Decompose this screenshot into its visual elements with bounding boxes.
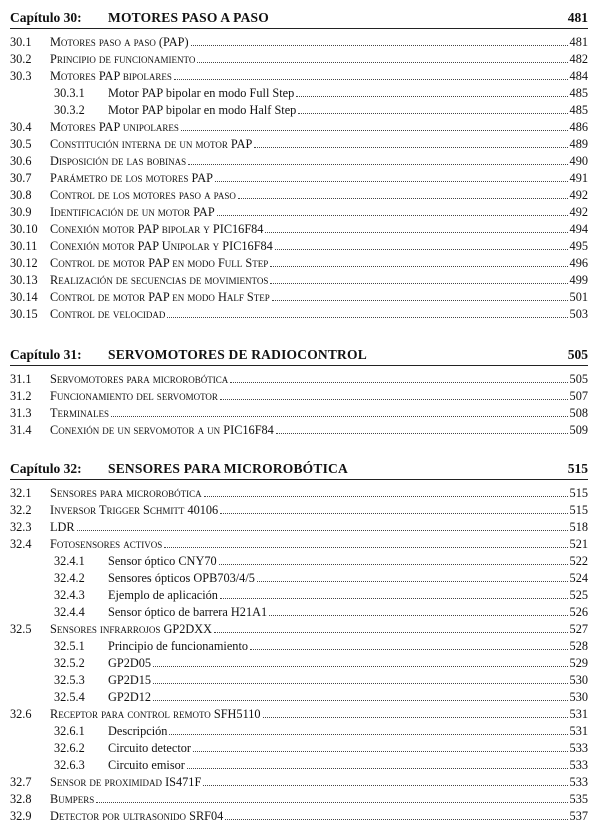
entry-label: Motores paso a paso (PAP) [50, 35, 189, 49]
entry-label: GP2D05 [108, 656, 152, 670]
entry-label: Identificación de un motor PAP [50, 205, 215, 219]
entry-label: Servomotores para microrobótica [50, 372, 229, 386]
chapter-30-heading [10, 6, 588, 26]
toc-entry[interactable] [10, 66, 588, 83]
entry-page: 496 [569, 256, 588, 270]
toc-entry[interactable] [10, 151, 588, 168]
entry-page: 481 [569, 35, 588, 49]
dot-leader [153, 682, 568, 684]
toc-entry[interactable] [10, 83, 588, 100]
entry-label: Control de motor PAP en modo Full Step [50, 256, 269, 270]
entry-page: 515 [569, 503, 588, 517]
entry-label: Sensor de proximidad IS471F [50, 775, 202, 789]
chapter-page: 515 [567, 461, 588, 476]
entry-page: 492 [569, 188, 588, 202]
entry-label: Conexión motor PAP Unipolar y PIC16F84 [50, 239, 273, 253]
entry-page: 505 [569, 372, 588, 386]
dot-leader [270, 282, 567, 284]
toc-entry[interactable] [10, 287, 588, 304]
entry-number: 32.4 [10, 537, 32, 551]
entry-page: 501 [569, 290, 588, 304]
entry-label: GP2D15 [108, 673, 152, 687]
entry-label: Disposición de las bobinas [50, 154, 187, 168]
dot-leader [220, 597, 568, 599]
entry-number: 32.4.1 [54, 554, 85, 568]
entry-label: Motores PAP unipolares [50, 120, 179, 134]
entry-number: 32.5.1 [54, 639, 85, 653]
entry-page: 525 [569, 588, 588, 602]
chapter-rule [10, 28, 588, 29]
dot-leader [174, 78, 568, 80]
chapter-number: Capítulo 31: [10, 347, 82, 362]
toc-entry[interactable] [10, 789, 588, 806]
entry-label: Terminales [50, 406, 110, 420]
entry-page: 537 [569, 809, 588, 823]
toc-entry[interactable] [10, 185, 588, 202]
entry-page: 508 [569, 406, 588, 420]
toc-entry[interactable] [10, 687, 588, 704]
dot-leader [250, 648, 568, 650]
dot-leader [191, 44, 568, 46]
dot-leader [220, 398, 568, 400]
dot-leader [169, 733, 567, 735]
dot-leader [187, 767, 568, 769]
dot-leader [270, 265, 567, 267]
entry-number: 30.3 [10, 69, 32, 83]
dot-leader [96, 801, 567, 803]
entry-page: 491 [569, 171, 588, 185]
entry-page: 490 [569, 154, 588, 168]
dot-leader [272, 299, 568, 301]
entry-number: 32.5.4 [54, 690, 85, 704]
entry-page: 485 [569, 86, 588, 100]
dot-leader [77, 529, 568, 531]
dot-leader [204, 495, 568, 497]
dot-leader [181, 129, 568, 131]
chapter-rule [10, 479, 588, 480]
entry-number: 32.6.3 [54, 758, 85, 772]
dot-leader [215, 180, 568, 182]
toc-entry[interactable] [10, 202, 588, 219]
entry-number: 32.4.2 [54, 571, 85, 585]
entry-page: 499 [569, 273, 588, 287]
toc-entry[interactable] [10, 500, 588, 517]
toc-entry[interactable] [10, 369, 588, 386]
entry-label: Constitución interna de un motor PAP [50, 137, 253, 151]
entry-number: 30.13 [10, 273, 38, 287]
chapter-title: SERVOMOTORES DE RADIOCONTROL [108, 347, 367, 362]
entry-page: 515 [569, 486, 588, 500]
toc-entry[interactable] [10, 670, 588, 687]
entry-page: 509 [569, 423, 588, 437]
entry-page: 503 [569, 307, 588, 321]
entry-page: 530 [569, 673, 588, 687]
entry-number: 31.1 [10, 372, 32, 386]
toc-entry[interactable] [10, 738, 588, 755]
dot-leader [111, 415, 568, 417]
entry-label: Control de velocidad [50, 307, 166, 321]
entry-number: 32.8 [10, 792, 32, 806]
toc-entry[interactable] [10, 32, 588, 49]
entry-number: 32.4.3 [54, 588, 85, 602]
dot-leader [257, 580, 568, 582]
entry-label: Conexión de un servomotor a un PIC16F84 [50, 423, 274, 437]
toc-entry[interactable] [10, 568, 588, 585]
toc-entry[interactable] [10, 721, 588, 738]
entry-number: 32.4.4 [54, 605, 85, 619]
dot-leader [225, 818, 567, 820]
entry-number: 31.3 [10, 406, 32, 420]
toc-entry[interactable] [10, 619, 588, 636]
entry-number: 30.8 [10, 188, 32, 202]
entry-page: 535 [569, 792, 588, 806]
entry-number: 30.3.2 [54, 103, 85, 117]
chapter-title: SENSORES PARA MICROROBÓTICA [108, 461, 348, 476]
toc-entry[interactable] [10, 403, 588, 420]
entry-page: 524 [569, 571, 588, 585]
entry-label: Motor PAP bipolar en modo Full Step [108, 86, 295, 100]
chapter-rule [10, 365, 588, 366]
entry-number: 32.2 [10, 503, 32, 517]
toc-entry[interactable] [10, 806, 588, 823]
entry-label: Parámetro de los motores PAP [50, 171, 213, 185]
entry-number: 30.4 [10, 120, 32, 134]
entry-page: 533 [569, 741, 588, 755]
entry-label: Descripción [108, 724, 168, 738]
toc-entry[interactable] [10, 420, 588, 437]
entry-label: Sensor óptico de barrera H21A1 [108, 605, 268, 619]
entry-number: 30.7 [10, 171, 32, 185]
toc-entry[interactable] [10, 602, 588, 619]
entry-page: 521 [569, 537, 588, 551]
entry-number: 30.2 [10, 52, 32, 66]
dot-leader [188, 163, 567, 165]
entry-number: 30.12 [10, 256, 38, 270]
toc-entry[interactable] [10, 772, 588, 789]
toc-entry[interactable] [10, 134, 588, 151]
entry-label: Control de motor PAP en modo Half Step [50, 290, 270, 304]
dot-leader [275, 248, 568, 250]
entry-page: 518 [569, 520, 588, 534]
toc-entry[interactable] [10, 534, 588, 551]
entry-page: 507 [569, 389, 588, 403]
toc-entry[interactable] [10, 117, 588, 134]
dot-leader [153, 665, 568, 667]
entry-label: Circuito emisor [108, 758, 185, 772]
entry-page: 533 [569, 758, 588, 772]
entry-page: 482 [569, 52, 588, 66]
entry-number: 30.3.1 [54, 86, 85, 100]
entry-label: Motores PAP bipolares [50, 69, 172, 83]
entry-label: Principio de funcionamiento [108, 639, 249, 653]
entry-page: 526 [569, 605, 588, 619]
entry-label: Ejemplo de aplicación [108, 588, 218, 602]
dot-leader [219, 563, 568, 565]
entry-number: 32.7 [10, 775, 32, 789]
entry-number: 32.3 [10, 520, 32, 534]
chapter-page: 505 [567, 347, 588, 362]
dot-leader [217, 214, 568, 216]
dot-leader [203, 784, 567, 786]
toc-entry[interactable] [10, 100, 588, 117]
entry-label: Sensores infrarrojos GP2DXX [50, 622, 213, 636]
chapter-page: 481 [567, 10, 588, 25]
entry-page: 522 [569, 554, 588, 568]
toc-entry[interactable] [10, 270, 588, 287]
toc-entry[interactable] [10, 49, 588, 66]
entry-number: 32.5.2 [54, 656, 85, 670]
toc-entry[interactable] [10, 168, 588, 185]
entry-number: 30.6 [10, 154, 32, 168]
dot-leader [197, 61, 567, 63]
toc-entry[interactable] [10, 551, 588, 568]
dot-leader [296, 95, 567, 97]
chapter-32-heading [10, 457, 588, 477]
toc-entry[interactable] [10, 585, 588, 602]
entry-page: 533 [569, 775, 588, 789]
entry-number: 32.5.3 [54, 673, 85, 687]
toc-entry[interactable] [10, 704, 588, 721]
dot-leader [269, 614, 567, 616]
dot-leader [164, 546, 567, 548]
dot-leader [220, 512, 567, 514]
toc-entry[interactable] [10, 755, 588, 772]
toc-entry[interactable] [10, 386, 588, 403]
entry-page: 494 [569, 222, 588, 236]
entry-number: 32.6.2 [54, 741, 85, 755]
entry-number: 31.4 [10, 423, 32, 437]
entry-label: Realización de secuencias de movimientos [50, 273, 269, 287]
toc-entry[interactable] [10, 517, 588, 534]
chapter-31-heading [10, 343, 588, 363]
entry-page: 485 [569, 103, 588, 117]
dot-leader [263, 716, 568, 718]
dot-leader [276, 432, 568, 434]
entry-label: Circuito detector [108, 741, 191, 755]
entry-label: GP2D12 [108, 690, 152, 704]
toc-entry[interactable] [10, 653, 588, 670]
entry-label: Principio de funcionamiento [50, 52, 196, 66]
entry-number: 30.10 [10, 222, 38, 236]
entry-page: 531 [569, 724, 588, 738]
entry-page: 528 [569, 639, 588, 653]
entry-number: 30.1 [10, 35, 32, 49]
toc-entry[interactable] [10, 483, 588, 500]
entry-page: 527 [569, 622, 588, 636]
entry-page: 531 [569, 707, 588, 721]
dot-leader [298, 112, 567, 114]
entry-number: 32.1 [10, 486, 32, 500]
entry-page: 529 [569, 656, 588, 670]
entry-label: Funcionamiento del servomotor [50, 389, 218, 403]
dot-leader [153, 699, 568, 701]
entry-page: 489 [569, 137, 588, 151]
entry-label: Bumpers [50, 792, 95, 806]
entry-label: Detector por ultrasonido SRF04 [50, 809, 224, 823]
chapter-number: Capítulo 30: [10, 10, 82, 25]
chapter-title: MOTORES PASO A PASO [108, 10, 269, 25]
entry-page: 495 [569, 239, 588, 253]
entry-number: 32.6 [10, 707, 32, 721]
entry-label: Inversor Trigger Schmitt 40106 [50, 503, 219, 517]
entry-label: Sensores ópticos OPB703/4/5 [108, 571, 255, 585]
dot-leader [230, 381, 567, 383]
toc-entry[interactable] [10, 636, 588, 653]
entry-number: 32.9 [10, 809, 32, 823]
entry-page: 486 [569, 120, 588, 134]
entry-page: 530 [569, 690, 588, 704]
entry-label: Motor PAP bipolar en modo Half Step [108, 103, 297, 117]
dot-leader [193, 750, 568, 752]
toc-entry[interactable] [10, 304, 588, 321]
toc-entry[interactable] [10, 219, 588, 236]
entry-label: Control de los motores paso a paso [50, 188, 236, 202]
entry-number: 30.15 [10, 307, 38, 321]
toc-entry[interactable] [10, 253, 588, 270]
dot-leader [265, 231, 567, 233]
entry-label: LDR [50, 520, 75, 534]
entry-number: 30.14 [10, 290, 38, 304]
entry-page: 492 [569, 205, 588, 219]
entry-number: 30.11 [10, 239, 38, 253]
dot-leader [238, 197, 568, 199]
entry-label: Fotosensores activos [50, 537, 163, 551]
toc-entry[interactable] [10, 236, 588, 253]
chapter-number: Capítulo 32: [10, 461, 82, 476]
entry-label: Receptor para control remoto SFH5110 [50, 707, 261, 721]
entry-number: 30.9 [10, 205, 32, 219]
entry-number: 30.5 [10, 137, 32, 151]
entry-label: Sensores para microrobótica [50, 486, 202, 500]
entry-label: Sensor óptico CNY70 [108, 554, 217, 568]
dot-leader [214, 631, 568, 633]
dot-leader [167, 316, 567, 318]
entry-number: 31.2 [10, 389, 32, 403]
entry-number: 32.5 [10, 622, 32, 636]
entry-page: 484 [569, 69, 588, 83]
entry-number: 32.6.1 [54, 724, 85, 738]
entry-label: Conexión motor PAP bipolar y PIC16F84 [50, 222, 264, 236]
dot-leader [254, 146, 567, 148]
